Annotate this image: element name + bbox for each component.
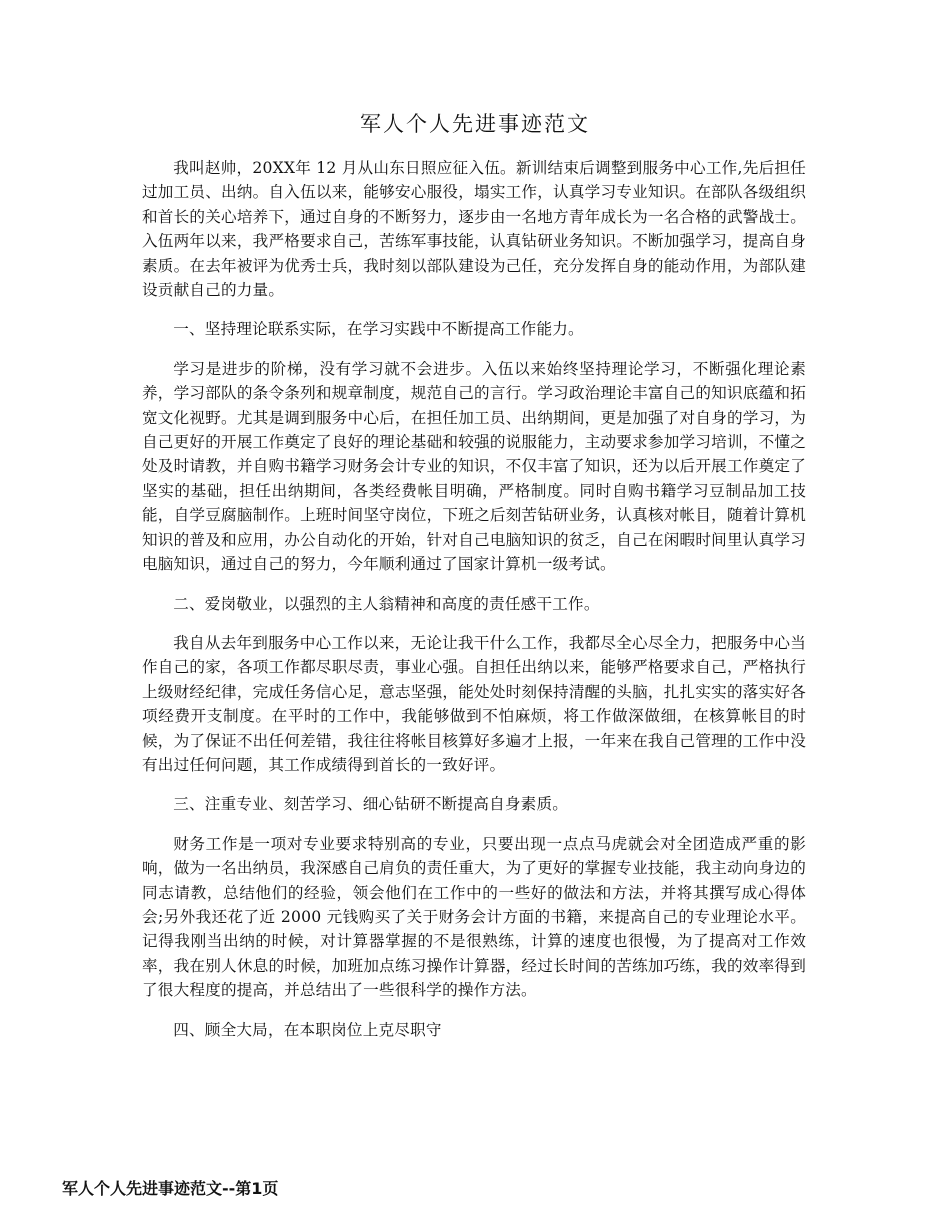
page-footer: 军人个人先进事迹范文--第1页 <box>62 1179 279 1198</box>
section-heading-2: 二、爱岗敬业，以强烈的主人翁精神和高度的责任感干工作。 <box>173 594 600 613</box>
intro-paragraph: 我叫赵帅，20XX年 12 月从山东日照应征入伍。新训结束后调整到服务中心工作,先后担任过加工员、出纳。自入伍以来，能够安心服役，塌实工作，认真学习专业知识。在部队各级组织和首长的关心培养下，通过自身的不断努力，逐步由一名地方青年成长为一名合格的武警战士。入伍两年以来，我严格要求自己，苦练军事技能，认真钻研业务知识。不断加强学习，提高自身素质。在去年被评为优秀士兵，我时刻以部队建设为己任，充分发挥自身的能动作用，为部队建设贡献自己的力量。 <box>142 159 806 300</box>
section-heading-3: 三、注重专业、刻苦学习、细心钻研不断提高自身素质。 <box>173 795 569 814</box>
document-body <box>142 156 806 1057</box>
section-paragraph-2: 我自从去年到服务中心工作以来，无论让我干什么工作，我都尽全心尽全力，把服务中心当作自己的家，各项工作都尽职尽责，事业心强。自担任出纳以来，能够严格要求自己，严格执行上级财经纪律，完成任务信心足，意志坚强，能处处时刻保持清醒的头脑，扎扎实实的落实好各项经费开支制度。在平时的工作中，我能够做到不怕麻烦，将工作做深做细，在核算帐目的时候，为了保证不出任何差错，我往往将帐目核算好多遍才上报，一年来在我自己管理的工作中没有出过任何问题，其工作成绩得到首长的一致好评。 <box>142 633 806 774</box>
section-heading-1: 一、坚持理论联系实际，在学习实践中不断提高工作能力。 <box>173 320 584 339</box>
section-paragraph-1: 学习是进步的阶梯，没有学习就不会进步。入伍以来始终坚持理论学习，不断强化理论素养，学习部队的条令条列和规章制度，规范自己的言行。学习政治理论丰富自己的知识底蕴和拓宽文化视野。尤其是调到服务中心后，在担任加工员、出纳期间，更是加强了对自身的学习，为自己更好的开展工作奠定了良好的理论基础和较强的说服能力，主动要求参加学习培训，不懂之处及时请教，并自购书籍学习财务会计专业的知识，不仅丰富了知识，还为以后开展工作奠定了坚实的基础，担任出纳期间，各类经费帐目明确，严格制度。同时自购书籍学习豆制品加工技能，自学豆腐脑制作。上班时间坚守岗位，下班之后刻苦钻研业务，认真核对帐目，随着计算机知识的普及和应用，办公自动化的开始，针对自己电脑知识的贫乏，自己在闲暇时间里认真学习电脑知识，通过自己的努力，今年顺利通过了国家计算机一级考试。 <box>142 359 806 574</box>
section-heading-4: 四、顾全大局，在本职岗位上克尽职守 <box>173 1020 442 1039</box>
section-paragraph-3: 财务工作是一项对专业要求特别高的专业，只要出现一点点马虎就会对全团造成严重的影响，做为一名出纳员，我深感自己肩负的责任重大，为了更好的掌握专业技能，我主动向身边的同志请教，总结他们的经验，领会他们在工作中的一些好的做法和方法，并将其撰写成心得体会;另外我还花了近 2000 元钱购买了关于财务会计方面的书籍，来提高自己的专业理论水平。记得我刚当出纳的时候，对计算器掌握的不是很熟练，计算的速度也很慢，为了提高对工作效率，我在别人休息的时候，加班加点练习操作计算器，经过长时间的苦练加巧练，我的效率得到了很大程度的提高，并总结出了一些很科学的操作方法。 <box>142 834 806 1000</box>
document-title: 军人个人先进事迹范文 <box>360 112 590 136</box>
